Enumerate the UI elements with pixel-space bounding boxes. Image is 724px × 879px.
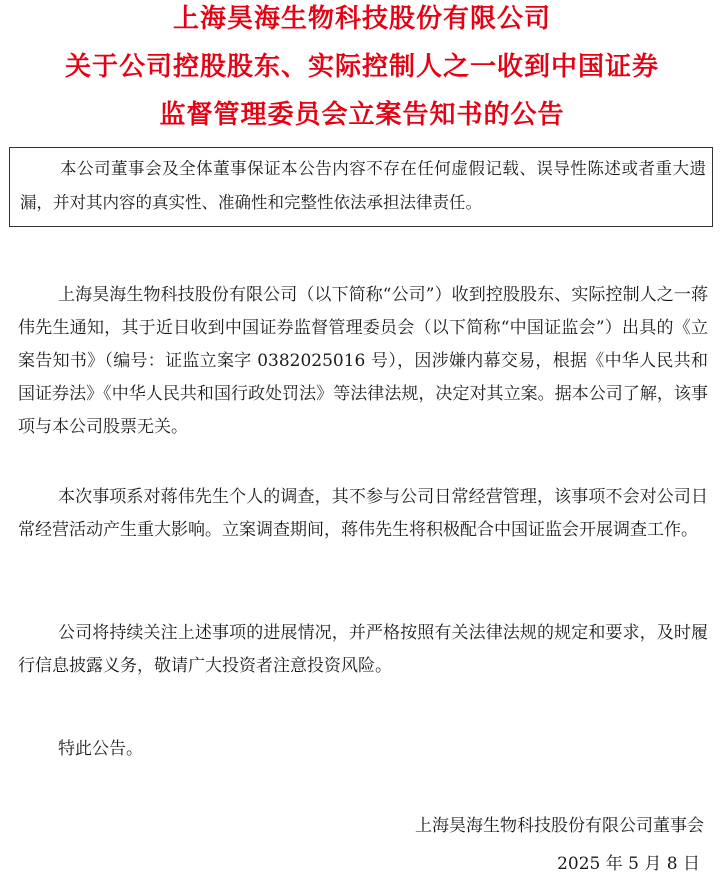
disclaimer-box: [9, 147, 713, 227]
disclaimer-text: 本公司董事会及全体董事保证本公告内容不存在任何虚假记载、误导性陈述或者重大遗漏，并对其内容的真实性、准确性和完整性依法承担法律责任。: [20, 159, 706, 212]
closing-statement: 特此公告。: [58, 739, 143, 759]
document-title-line-1: 上海昊海生物科技股份有限公司: [172, 4, 551, 34]
body-paragraph-1: 上海昊海生物科技股份有限公司（以下简称“公司”）收到控股股东、实际控制人之一蒋伟先生通知，其于近日收到中国证券监督管理委员会（以下简称“中国证监会”）出具的《立案告知书》（编号：证监立案字 0382025016 号），因涉嫌内幕交易，根据《中华人民共和国证券法》《中华人民共和国行政处罚法》等法律法规，决定对其立案。据本公司了解，该事项与本公司股票无关。: [18, 285, 708, 437]
signature-company: 上海昊海生物科技股份有限公司董事会: [415, 816, 704, 836]
document-title-line-3: 监督管理委员会立案告知书的公告: [159, 100, 565, 130]
document-title-line-2: 关于公司控股股东、实际控制人之一收到中国证券: [64, 52, 659, 82]
body-paragraph-2: 本次事项系对蒋伟先生个人的调查，其不参与公司日常经营管理，该事项不会对公司日常经营活动产生重大影响。立案调查期间，蒋伟先生将积极配合中国证监会开展调查工作。: [18, 487, 708, 540]
signature-date: 2025 年 5 月 8 日: [557, 854, 700, 874]
body-paragraph-3: 公司将持续关注上述事项的进展情况，并严格按照有关法律法规的规定和要求，及时履行信息披露义务，敬请广大投资者注意投资风险。: [18, 623, 708, 676]
